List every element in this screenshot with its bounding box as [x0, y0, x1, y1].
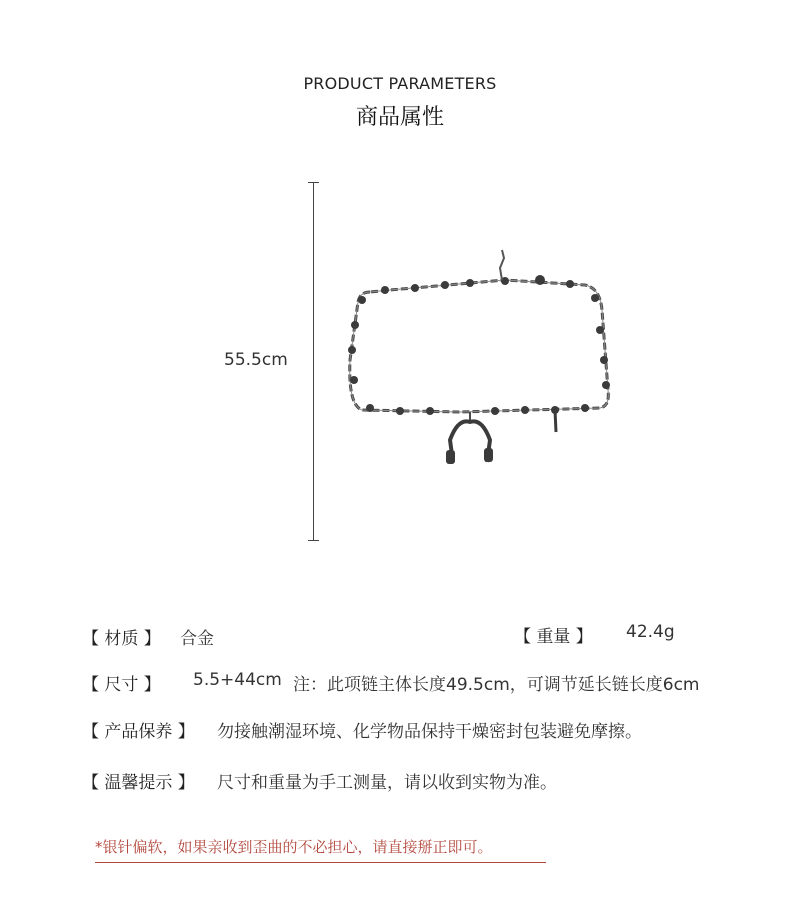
necklace-image — [330, 240, 630, 480]
tip-label: 【 温馨提示 】 — [82, 773, 195, 793]
care-value: 勿接触潮湿环境、化学物品保持干燥密封包装避免摩擦。 — [217, 722, 642, 742]
weight-value: 42.4g — [626, 622, 675, 642]
material-value: 合金 — [180, 629, 214, 649]
size-label: 【 尺寸 】 — [82, 675, 161, 695]
material-label: 【 材质 】 — [82, 629, 161, 649]
page-title-en: PRODUCT PARAMETERS — [303, 74, 497, 93]
tip-value: 尺寸和重量为手工测量，请以收到实物为准。 — [217, 773, 557, 793]
page-title-cn: 商品属性 — [355, 105, 444, 130]
size-value: 5.5+44cm — [193, 670, 282, 690]
weight-label: 【 重量 】 — [514, 627, 593, 647]
dimension-height-label: 55.5cm — [224, 350, 288, 370]
dimension-line — [313, 182, 314, 541]
footer-note: *银针偏软，如果亲收到歪曲的不必担心，请直接掰正即可。 — [95, 838, 493, 856]
size-note: 注：此项链主体长度49.5cm，可调节延长链长度6cm — [293, 675, 700, 695]
dimension-cap-top — [308, 182, 319, 183]
footer-note-underline — [95, 862, 546, 863]
care-label: 【 产品保养 】 — [82, 722, 195, 742]
dimension-cap-bottom — [308, 540, 319, 541]
